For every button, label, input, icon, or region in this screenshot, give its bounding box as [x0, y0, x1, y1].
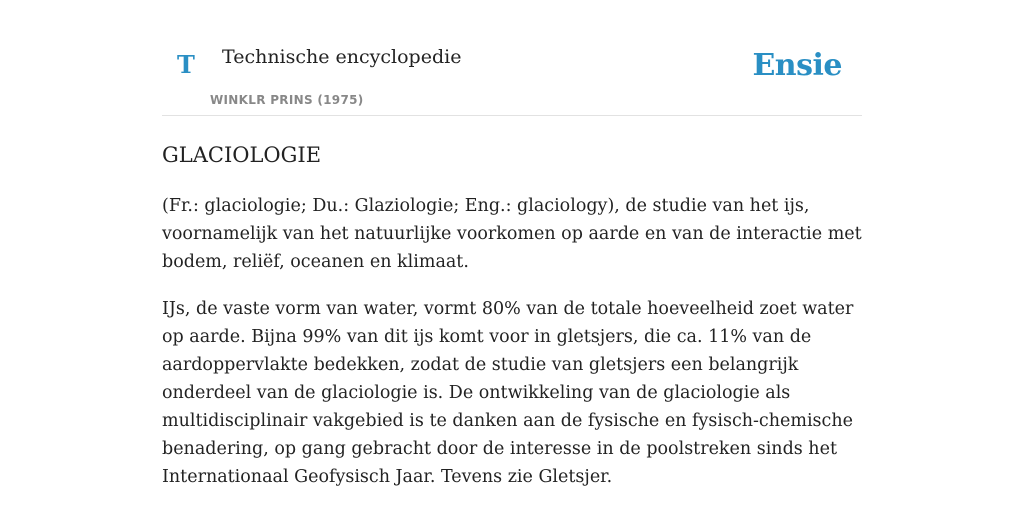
- publication-source: WINKLR PRINS (1975): [210, 93, 364, 107]
- publication-title[interactable]: Technische encyclopedie: [222, 46, 462, 68]
- article-paragraph: IJs, de vaste vorm van water, vormt 80% van de totale hoeveelheid zoet water op aarde. Bijna 99% van dit ijs komt voor in gletsjers, die ca. 11% van de aardoppervlakte bedekken, zodat de studie van gletsjers een belangrijk onderdeel van de glaciologie is. De ontwikkeling van de glaciologie als multidisciplinair vakgebied is te danken aan de fysische en fysisch-chemische benadering, op gang gebracht door de interesse in de poolstreken sinds het Internationaal Geofysisch Jaar. Tevens zie Gletsjer.: [162, 299, 854, 487]
- publication-logo[interactable]: T: [177, 50, 195, 79]
- entry-title: GLACIOLOGIE: [162, 143, 322, 167]
- article: [162, 140, 862, 491]
- header: [162, 0, 862, 116]
- brand-logo[interactable]: Ensie: [752, 48, 842, 83]
- article-paragraph: (Fr.: glaciologie; Du.: Glaziologie; Eng.: glaciology), de studie van het ijs, voornamelijk van het natuurlijke voorkomen op aarde en van de interactie met bodem, reliëf, oceanen en klimaat.: [162, 196, 862, 272]
